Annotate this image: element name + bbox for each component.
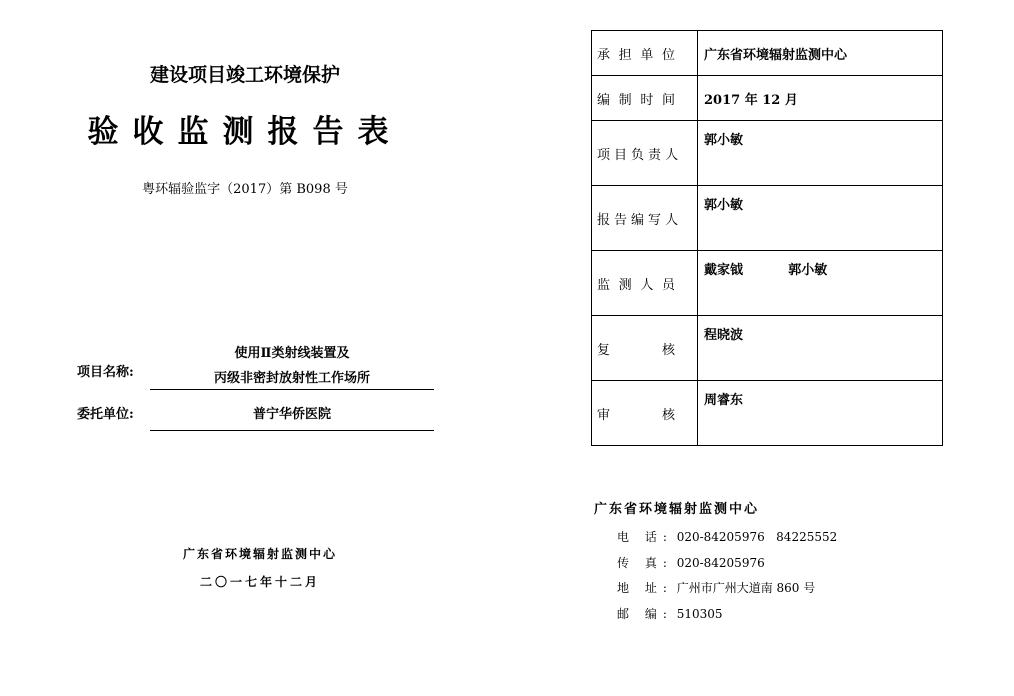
key-char: 报 [597,212,615,228]
key-text [597,339,679,358]
client-name: 普宁华侨医院 [252,407,331,422]
key-char: 担 [618,47,636,63]
contact-postcode-row [617,605,723,622]
fax-label: 传 真: [617,556,673,570]
address-label: 地 址: [617,581,673,595]
key-text [597,209,683,228]
row-key [592,186,698,251]
key-char: 人 [665,147,683,163]
key-char: 编 [597,92,615,108]
key-char: 制 [618,92,636,108]
client-label: 委托单位: [77,407,134,422]
row-value: 广东省环境辐射监测中心 [698,31,943,76]
key-text [597,144,683,163]
key-char: 编 [631,212,649,228]
table-row [592,251,943,316]
key-char: 人 [665,212,683,228]
key-char: 告 [614,212,632,228]
key-text [597,89,679,108]
table-row [592,381,943,446]
key-char: 人 [640,277,658,293]
postcode-label: 邮 编: [617,607,673,621]
row-key [592,121,698,186]
key-char: 员 [661,277,679,293]
report-heading-line2: 验收监测报告表 [87,114,403,150]
contact-fax-row [617,554,765,571]
address-value: 广州市广州大道南 860 号 [676,581,816,595]
project-name-label: 项目名称: [77,365,134,380]
table-row [592,31,943,76]
key-char: 责 [648,147,666,163]
table-row [592,186,943,251]
document-number: 粤环辐验监字（2017）第 B098 号 [142,182,348,197]
key-text [597,274,679,293]
phone-label: 电 话: [617,530,673,544]
row-key [592,251,698,316]
project-name-line1: 使用Ⅱ类射线装置及 [234,346,350,361]
contact-organization: 广东省环境辐射监测中心 [594,502,760,517]
key-char: 承 [597,47,615,63]
table-row [592,316,943,381]
key-char: 位 [661,47,679,63]
key-char: 负 [631,147,649,163]
row-value: 戴家钺 郭小敏 [698,251,943,316]
row-key [592,76,698,121]
report-heading-line1: 建设项目竣工环境保护 [149,64,340,86]
key-char: 核 [661,342,679,358]
row-value: 郭小敏 [698,121,943,186]
key-char: 项 [597,147,615,163]
project-name-underline [150,389,434,390]
table-row [592,121,943,186]
table-row [592,76,943,121]
key-char: 间 [661,92,679,108]
key-char: 目 [614,147,632,163]
row-value: 郭小敏 [698,186,943,251]
key-char: 测 [618,277,636,293]
responsibility-table [591,30,943,446]
project-name-line2: 丙级非密封放射性工作场所 [213,371,370,386]
fax-value: 020-84205976 [676,556,765,570]
row-key [592,381,698,446]
row-value: 周睿东 [698,381,943,446]
contact-phone-row [617,528,837,545]
footer-date: 二〇一七年十二月 [199,575,320,589]
key-char: 单 [640,47,658,63]
row-key [592,31,698,76]
key-char: 核 [661,407,679,423]
row-value: 2017 年 12 月 [698,76,943,121]
key-char: 监 [597,277,615,293]
footer-organization: 广东省环境辐射监测中心 [182,547,337,561]
row-value: 程晓波 [698,316,943,381]
key-char: 审 [597,407,615,423]
row-key [592,316,698,381]
client-underline [150,430,434,431]
contact-address-row [617,579,815,596]
key-char: 时 [640,92,658,108]
key-text [597,44,679,63]
key-text [597,404,679,423]
phone-value: 020-84205976 84225552 [676,530,838,544]
key-char: 复 [597,342,615,358]
key-char: 写 [648,212,666,228]
postcode-value: 510305 [676,607,723,621]
